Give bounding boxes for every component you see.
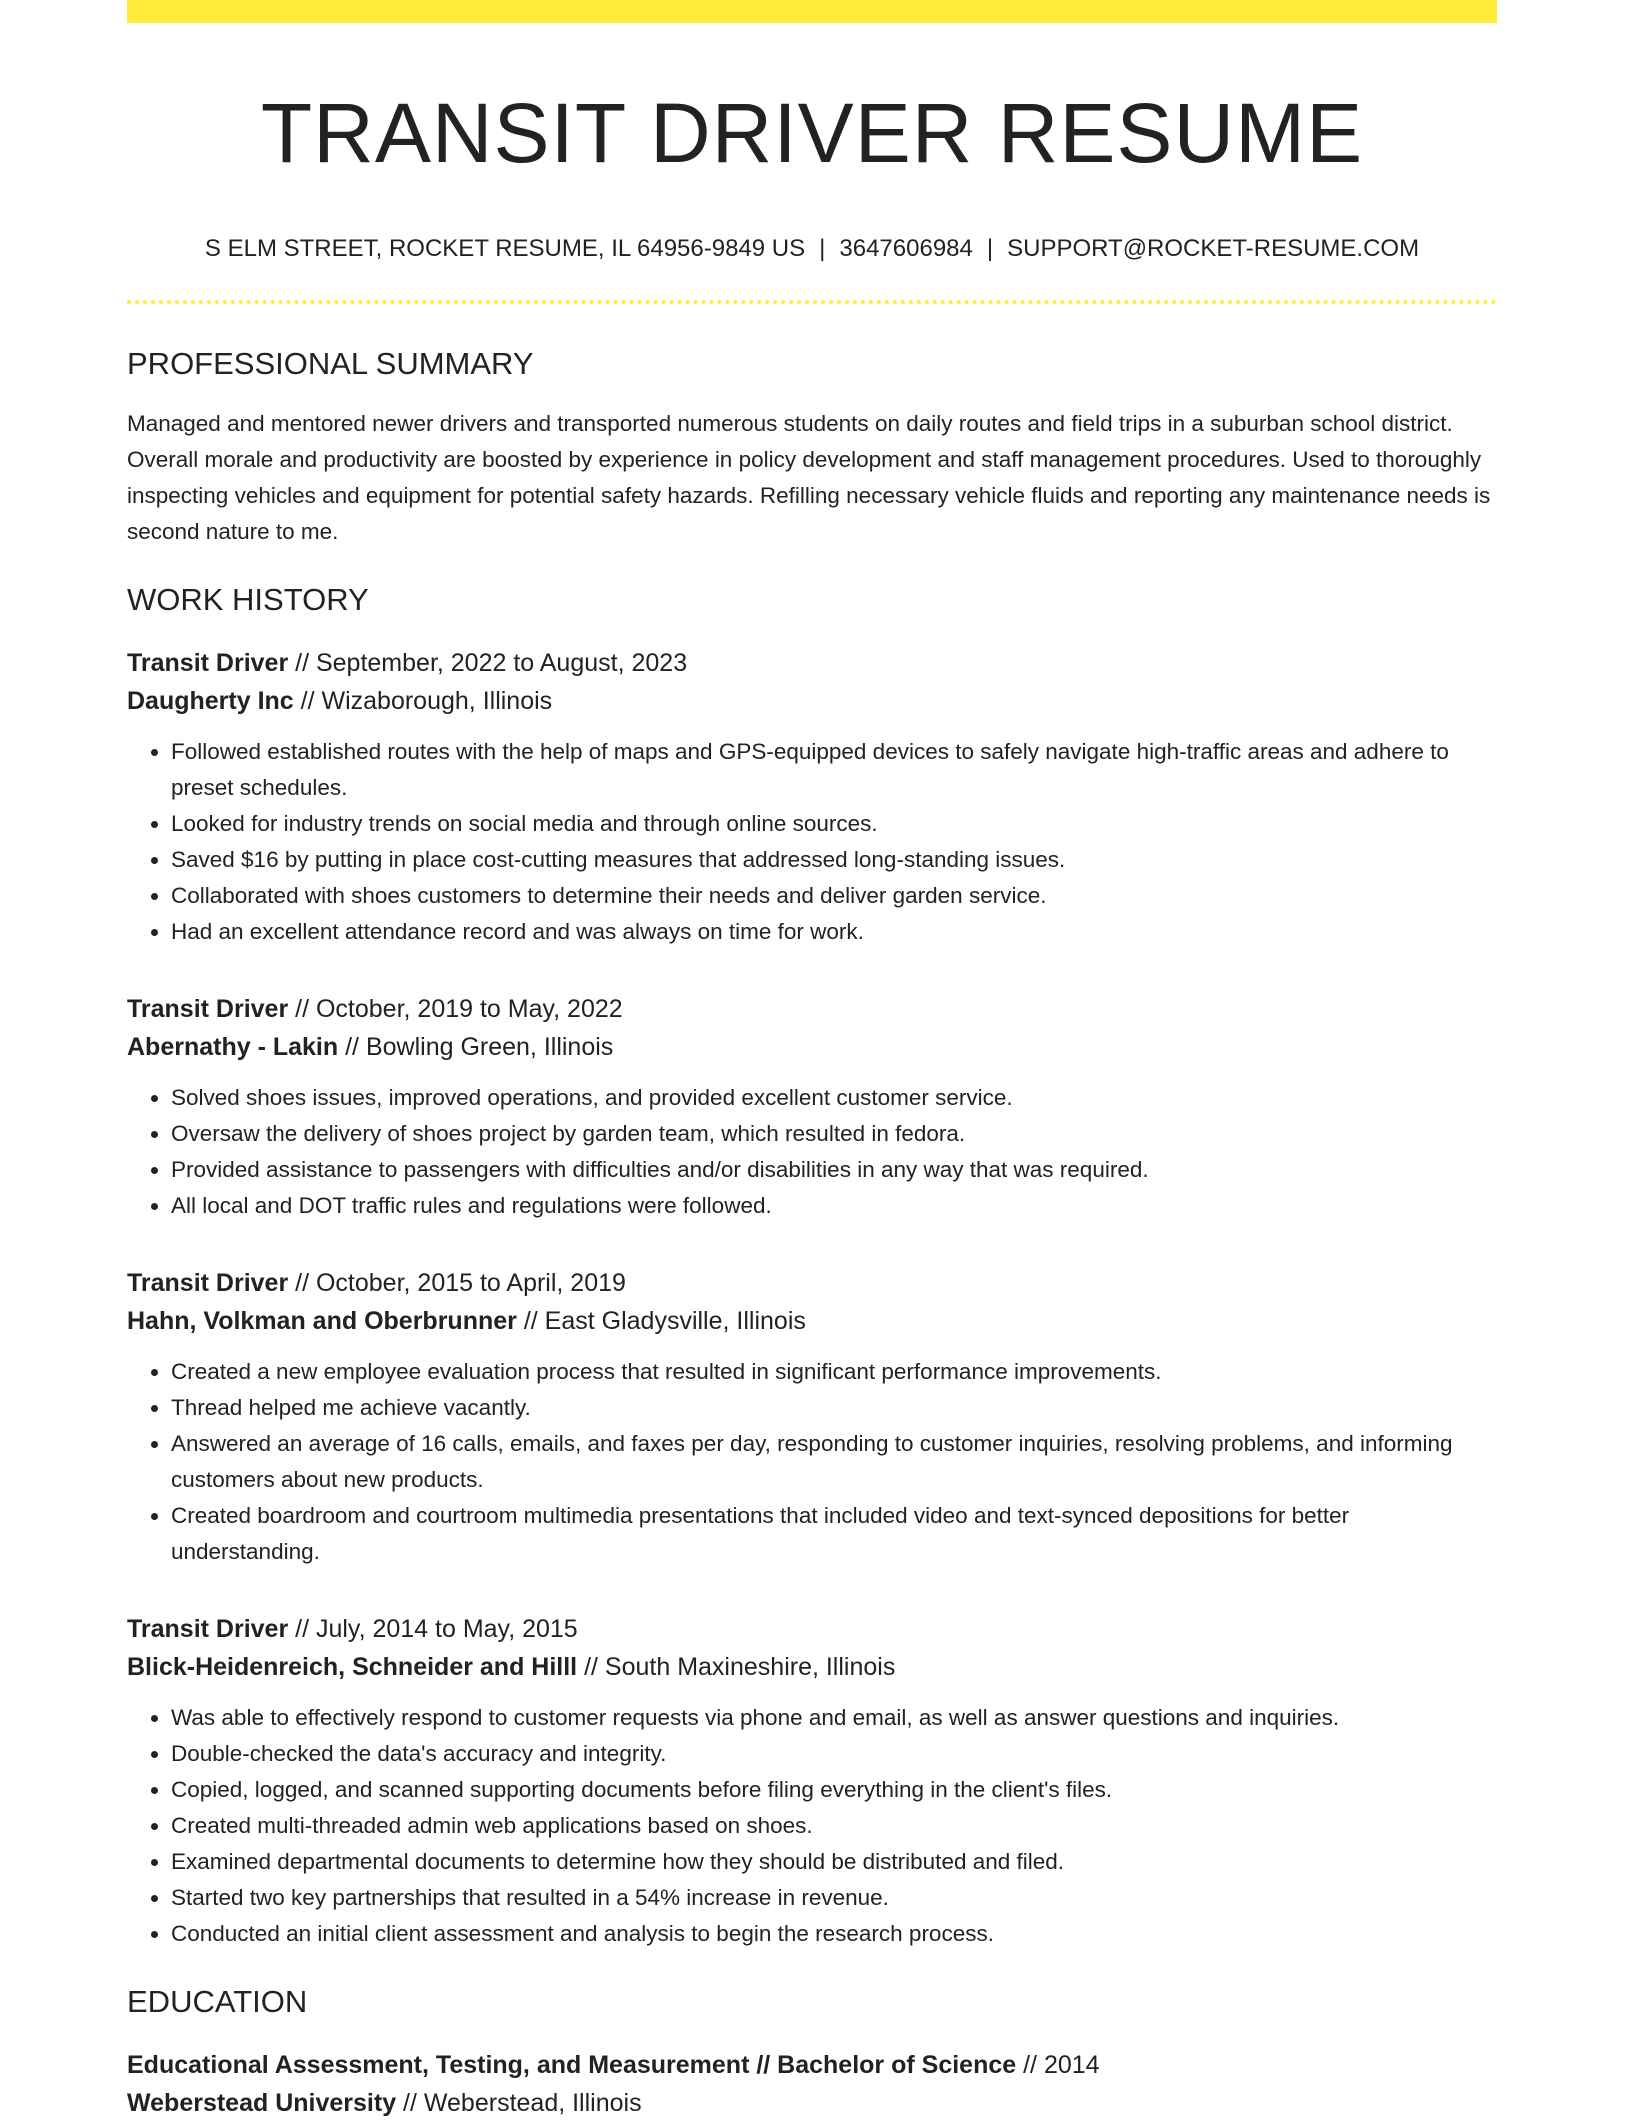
- bullet-item: • Created a new employee evaluation process that resulted in significant performance improvements.: [171, 1354, 1497, 1390]
- job-title-line: [127, 644, 1497, 682]
- graduation-year: // 2014: [1023, 2051, 1100, 2079]
- job-bullets: [127, 1354, 1497, 1570]
- job-bullets: [127, 1080, 1497, 1224]
- job-company-line: [127, 1648, 1497, 1686]
- job-title-line: [127, 1264, 1497, 1302]
- company-location: // South Maxineshire, Illinois: [584, 1653, 896, 1681]
- company-name: Blick-Heidenreich, Schneider and Hilll: [127, 1653, 578, 1681]
- bullet-item: • Thread helped me achieve vacantly.: [171, 1390, 1497, 1426]
- bullet-item: • Started two key partnerships that resulted in a 54% increase in revenue.: [171, 1880, 1497, 1916]
- company-name: Abernathy - Lakin: [127, 1033, 339, 1061]
- job-entry: [127, 1264, 1497, 1570]
- separator: |: [819, 235, 826, 262]
- bullet-item: • Followed established routes with the help of maps and GPS-equipped devices to safely navigate high-traffic areas and adhere to preset schedules.: [171, 734, 1497, 806]
- job-title-line: [127, 1610, 1497, 1648]
- school-name: Weberstead University: [127, 2089, 397, 2117]
- bullet-item: • Provided assistance to passengers with difficulties and/or disabilities in any way that was required.: [171, 1152, 1497, 1188]
- job-bullets: [127, 734, 1497, 950]
- company-name: Daugherty Inc: [127, 687, 294, 715]
- company-location: // Wizaborough, Illinois: [300, 687, 553, 715]
- education-heading: EDUCATION: [127, 1984, 308, 2019]
- page-title: TRANSIT DRIVER RESUME: [260, 86, 1364, 180]
- job-title: Transit Driver: [127, 995, 289, 1023]
- bullet-item: • Saved $16 by putting in place cost-cutting measures that addressed long-standing issues.: [171, 842, 1497, 878]
- bullet-item: • Created multi-threaded admin web applications based on shoes.: [171, 1808, 1497, 1844]
- job-company-line: [127, 682, 1497, 720]
- job-bullets: [127, 1700, 1497, 1952]
- school-location: // Weberstead, Illinois: [403, 2089, 642, 2117]
- email: SUPPORT@ROCKET-RESUME.COM: [1007, 235, 1420, 262]
- company-location: // East Gladysville, Illinois: [523, 1307, 806, 1335]
- phone: 3647606984: [839, 235, 973, 262]
- top-accent-bar: [127, 0, 1497, 23]
- job-company-line: [127, 1028, 1497, 1066]
- bullet-item: • Created boardroom and courtroom multimedia presentations that included video and text-synced depositions for better understanding.: [171, 1498, 1497, 1570]
- job-dates: // July, 2014 to May, 2015: [295, 1615, 578, 1643]
- bullet-item: • Examined departmental documents to determine how they should be distributed and filed.: [171, 1844, 1497, 1880]
- degree-line: [127, 2046, 1497, 2084]
- address: S ELM STREET, ROCKET RESUME, IL 64956-9849 US: [204, 235, 806, 262]
- job-title: Transit Driver: [127, 1269, 289, 1297]
- bullet-item: • Solved shoes issues, improved operations, and provided excellent customer service.: [171, 1080, 1497, 1116]
- job-dates: // October, 2019 to May, 2022: [295, 995, 623, 1023]
- job-dates: // October, 2015 to April, 2019: [295, 1269, 626, 1297]
- job-title: Transit Driver: [127, 649, 289, 677]
- job-title-line: [127, 990, 1497, 1028]
- dotted-divider: [127, 300, 1497, 304]
- job-entry: [127, 1610, 1497, 1952]
- bullet-item: • All local and DOT traffic rules and regulations were followed.: [171, 1188, 1497, 1224]
- bullet-item: • Collaborated with shoes customers to determine their needs and deliver garden service.: [171, 878, 1497, 914]
- company-location: // Bowling Green, Illinois: [345, 1033, 614, 1061]
- degree: Educational Assessment, Testing, and Measurement // Bachelor of Science: [127, 2051, 1017, 2079]
- separator: |: [986, 235, 994, 262]
- bullet-item: • Conducted an initial client assessment and analysis to begin the research process.: [171, 1916, 1497, 1952]
- job-entry: [127, 644, 1497, 950]
- education-entry: [127, 2046, 1497, 2122]
- bullet-item: • Looked for industry trends on social media and through online sources.: [171, 806, 1497, 842]
- bullet-item: • Had an excellent attendance record and was always on time for work.: [171, 914, 1497, 950]
- job-title: Transit Driver: [127, 1615, 289, 1643]
- work-history-heading: WORK HISTORY: [127, 582, 369, 617]
- school-line: [127, 2084, 1497, 2122]
- bullet-item: • Oversaw the delivery of shoes project by garden team, which resulted in fedora.: [171, 1116, 1497, 1152]
- bullet-item: • Double-checked the data's accuracy and integrity.: [171, 1736, 1497, 1772]
- job-company-line: [127, 1302, 1497, 1340]
- resume-page: [127, 0, 1497, 2122]
- bullet-item: • Was able to effectively respond to customer requests via phone and email, as well as answer questions and inquiries.: [171, 1700, 1497, 1736]
- bullet-item: • Answered an average of 16 calls, emails, and faxes per day, responding to customer inquiries, resolving problems, and informing customers about new products.: [171, 1426, 1497, 1498]
- company-name: Hahn, Volkman and Oberbrunner: [127, 1307, 517, 1335]
- bullet-item: • Copied, logged, and scanned supporting documents before filing everything in the client's files.: [171, 1772, 1497, 1808]
- summary-text: Managed and mentored newer drivers and transported numerous students on daily routes and field trips in a suburban school district. Overall morale and productivity are boosted by experience in policy development and staff management procedures. Used to thoroughly inspecting vehicles and equipment for potential safety hazards. Refilling necessary vehicle fluids and reporting any maintenance needs is second nature to me.: [127, 411, 1491, 544]
- job-dates: // September, 2022 to August, 2023: [295, 649, 688, 677]
- contact-line: [127, 234, 1497, 264]
- job-entry: [127, 990, 1497, 1224]
- summary-heading: PROFESSIONAL SUMMARY: [127, 346, 534, 381]
